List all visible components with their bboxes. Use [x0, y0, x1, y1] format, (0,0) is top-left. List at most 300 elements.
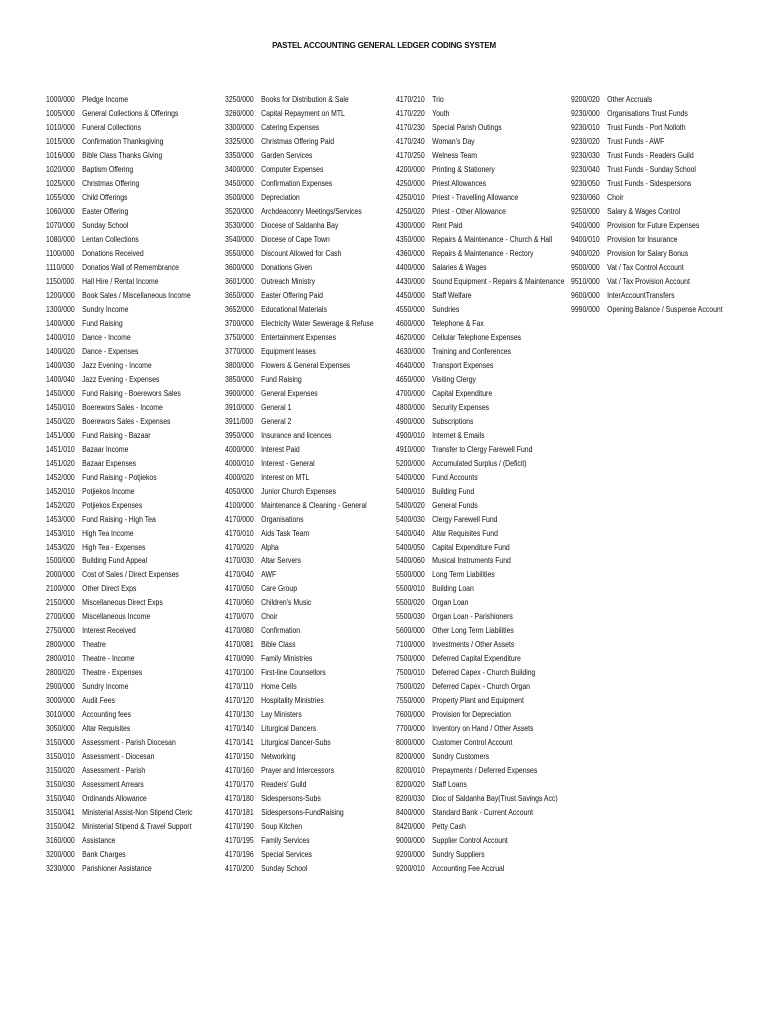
account-code: 4170/170 [225, 780, 254, 790]
account-code: 9230/050 [571, 178, 600, 188]
ledger-row [396, 149, 568, 163]
account-name: Potjiekos Income [82, 486, 135, 496]
ledger-row [46, 205, 218, 219]
account-code: 4170/220 [396, 108, 425, 118]
account-name: Confirmation Expenses [261, 178, 333, 188]
account-name: Assessment - Parish [82, 766, 146, 776]
ledger-row [225, 554, 397, 568]
account-name: Staff Welfare [432, 290, 472, 300]
ledger-row [46, 233, 218, 247]
account-name: Children's Music [261, 598, 312, 608]
account-name: Diocese of Saldanha Bay [261, 220, 339, 230]
account-code: 1452/010 [46, 486, 75, 496]
account-code: 8200/020 [396, 780, 425, 790]
ledger-row [46, 582, 218, 596]
account-name: Rent Paid [432, 220, 463, 230]
account-code: 3150/010 [46, 752, 75, 762]
ledger-row [396, 778, 568, 792]
account-name: Readers' Guild [261, 780, 307, 790]
ledger-row [225, 722, 397, 736]
account-code: 3650/000 [225, 290, 254, 300]
account-code: 1400/020 [46, 346, 75, 356]
account-name: General Funds [432, 500, 478, 510]
ledger-row [396, 233, 568, 247]
account-name: Ministerial Stipend & Travel Support [82, 822, 192, 832]
account-name: Liturgical Dancer-Subs [261, 738, 331, 748]
ledger-row [46, 121, 218, 135]
account-name: Trust Funds - Sunday School [607, 164, 696, 174]
account-name: Cost of Sales / Direct Expenses [82, 570, 179, 580]
account-name: Miscellaneous Direct Exps [82, 598, 163, 608]
ledger-row [225, 708, 397, 722]
account-name: Woman's Day [432, 136, 475, 146]
account-name: Fund Raising [261, 374, 302, 384]
account-name: Easter Offering [82, 206, 129, 216]
account-code: 1060/000 [46, 206, 75, 216]
ledger-column-1 [46, 93, 216, 876]
account-code: 3450/000 [225, 178, 254, 188]
account-code: 3200/000 [46, 850, 75, 860]
account-name: Priest - Other Allowance [432, 206, 506, 216]
ledger-row [396, 499, 568, 513]
ledger-row [225, 834, 397, 848]
account-name: General Expenses [261, 388, 318, 398]
page-title: PASTEL ACCOUNTING GENERAL LEDGER CODING SYSTEM [272, 41, 496, 50]
account-name: Repairs & Maintenance - Rectory [432, 248, 534, 258]
account-code: 4170/230 [396, 122, 425, 132]
account-code: 8420/000 [396, 822, 425, 832]
ledger-row [46, 499, 218, 513]
ledger-row [46, 513, 218, 527]
account-code: 7500/020 [396, 682, 425, 692]
account-name: Theatre - Income [82, 654, 135, 664]
ledger-row [396, 652, 568, 666]
account-name: Fund Raising - High Tea [82, 514, 156, 524]
account-code: 1451/020 [46, 458, 75, 468]
account-name: Long Term Liabilities [432, 570, 495, 580]
account-code: 4170/020 [225, 542, 254, 552]
account-name: Security Expenses [432, 402, 490, 412]
account-name: Petty Cash [432, 822, 466, 832]
ledger-row [396, 443, 568, 457]
account-name: Insurance and licences [261, 430, 332, 440]
account-code: 2150/000 [46, 598, 75, 608]
ledger-row [396, 289, 568, 303]
account-name: Supplier Control Account [432, 836, 508, 846]
account-code: 3150/030 [46, 780, 75, 790]
account-name: Fund Raising - Potjiekos [82, 472, 157, 482]
ledger-row [46, 834, 218, 848]
account-name: Subscriptions [432, 416, 474, 426]
account-name: Aids Task Team [261, 528, 310, 538]
ledger-row [396, 554, 568, 568]
account-name: Provision for Salary Bonus [607, 248, 689, 258]
account-code: 3800/000 [225, 360, 254, 370]
ledger-row [396, 401, 568, 415]
account-name: Capital Expenditure Fund [432, 542, 510, 552]
account-name: Care Group [261, 584, 298, 594]
account-name: Bazaar Income [82, 444, 129, 454]
account-code: 9600/000 [571, 290, 600, 300]
account-code: 8000/000 [396, 738, 425, 748]
ledger-row [46, 820, 218, 834]
account-code: 4170/010 [225, 528, 254, 538]
account-name: Building Loan [432, 584, 474, 594]
ledger-row [396, 848, 568, 862]
account-name: Interest Paid [261, 444, 300, 454]
account-code: 4170/250 [396, 150, 425, 160]
account-name: General 2 [261, 416, 292, 426]
account-name: Confirmation [261, 626, 301, 636]
account-name: Interest Received [82, 626, 136, 636]
ledger-row [46, 792, 218, 806]
ledger-row [46, 387, 218, 401]
account-code: 4170/180 [225, 794, 254, 804]
account-name: Interest on MTL [261, 472, 310, 482]
ledger-row [225, 862, 397, 876]
account-name: Organ Loan [432, 598, 469, 608]
account-name: Priest Allowances [432, 178, 487, 188]
ledger-row [396, 708, 568, 722]
account-code: 5400/050 [396, 542, 425, 552]
ledger-row [46, 624, 218, 638]
account-name: First-line Counsellors [261, 668, 326, 678]
account-code: 4170/200 [225, 864, 254, 874]
account-code: 4450/000 [396, 290, 425, 300]
account-code: 4170/141 [225, 738, 254, 748]
account-code: 3550/000 [225, 248, 254, 258]
account-code: 1070/000 [46, 220, 75, 230]
account-code: 4170/030 [225, 556, 254, 566]
ledger-row [225, 680, 397, 694]
account-name: Accounting fees [82, 710, 132, 720]
account-code: 2800/010 [46, 654, 75, 664]
account-name: Electricity Water Sewerage & Refuse [261, 318, 374, 328]
ledger-row [571, 93, 743, 107]
account-code: 4400/000 [396, 262, 425, 272]
account-name: Bible Class Thanks Giving [82, 150, 163, 160]
ledger-row [396, 219, 568, 233]
account-name: Bible Class [261, 640, 296, 650]
ledger-row [225, 191, 397, 205]
ledger-row [225, 750, 397, 764]
ledger-row [46, 694, 218, 708]
account-name: Alpha [261, 542, 279, 552]
ledger-row [46, 149, 218, 163]
account-name: Lentan Collections [82, 234, 139, 244]
account-code: 4360/000 [396, 248, 425, 258]
account-code: 2700/000 [46, 612, 75, 622]
ledger-row [46, 135, 218, 149]
ledger-row [225, 764, 397, 778]
account-name: Internet & Emails [432, 430, 485, 440]
ledger-row [571, 261, 743, 275]
ledger-row [46, 750, 218, 764]
ledger-row [571, 303, 743, 317]
account-code: 3400/000 [225, 164, 254, 174]
account-name: Hospitality Ministries [261, 696, 324, 706]
ledger-column-2 [225, 93, 393, 876]
account-code: 1300/000 [46, 304, 75, 314]
account-name: Book Sales / Miscellaneous Income [82, 290, 191, 300]
ledger-row [396, 638, 568, 652]
account-name: Fund Accounts [432, 472, 478, 482]
account-code: 9000/000 [396, 836, 425, 846]
ledger-row [225, 331, 397, 345]
account-code: 3750/000 [225, 332, 254, 342]
account-name: Other Accruals [607, 95, 653, 104]
account-code: 2900/000 [46, 682, 75, 692]
account-code: 9230/000 [571, 108, 600, 118]
account-name: Donations Given [261, 262, 312, 272]
account-code: 9400/010 [571, 234, 600, 244]
account-code: 7700/000 [396, 724, 425, 734]
ledger-row [225, 205, 397, 219]
ledger-row [571, 205, 743, 219]
ledger-row [396, 135, 568, 149]
ledger-row [396, 736, 568, 750]
account-code: 3350/000 [225, 150, 254, 160]
ledger-row [225, 149, 397, 163]
account-name: Transport Expenses [432, 360, 494, 370]
account-code: 1025/000 [46, 178, 75, 188]
account-code: 4170/090 [225, 654, 254, 664]
account-name: Networking [261, 752, 296, 762]
account-name: Trust Funds - Readers Guild [607, 150, 694, 160]
ledger-row [571, 289, 743, 303]
ledger-row [225, 387, 397, 401]
account-name: Other Long Term Liabilities [432, 626, 514, 636]
account-code: 4170/190 [225, 822, 254, 832]
account-name: Computer Expenses [261, 164, 324, 174]
account-code: 4170/240 [396, 136, 425, 146]
ledger-row [396, 331, 568, 345]
account-code: 4900/010 [396, 430, 425, 440]
ledger-row [225, 233, 397, 247]
account-code: 2800/020 [46, 668, 75, 678]
account-name: Capital Expenditure [432, 388, 493, 398]
ledger-row [46, 778, 218, 792]
ledger-row [225, 373, 397, 387]
ledger-row [46, 219, 218, 233]
account-name: Garden Services [261, 150, 313, 160]
ledger-column-4 [571, 93, 761, 317]
ledger-row [571, 121, 743, 135]
account-name: Salary & Wages Control [607, 206, 681, 216]
account-code: 3250/000 [225, 95, 254, 104]
account-name: Deferred Capital Expenditure [432, 654, 521, 664]
account-name: Bazaar Expenses [82, 458, 137, 468]
ledger-row [396, 163, 568, 177]
ledger-row [396, 359, 568, 373]
account-code: 7550/000 [396, 696, 425, 706]
account-code: 5400/010 [396, 486, 425, 496]
ledger-row [571, 135, 743, 149]
account-name: Training and Conferences [432, 346, 512, 356]
account-name: Provision for Future Expenses [607, 220, 700, 230]
account-name: Christmas Offering Paid [261, 136, 335, 146]
ledger-row [396, 806, 568, 820]
account-name: Prepayments / Deferred Expenses [432, 766, 538, 776]
account-code: 4640/000 [396, 360, 425, 370]
account-name: Sundries [432, 304, 460, 314]
account-name: Soup Kitchen [261, 822, 303, 832]
account-name: Printing & Stationery [432, 164, 495, 174]
ledger-row [46, 359, 218, 373]
account-code: 1451/000 [46, 430, 75, 440]
account-code: 7500/010 [396, 668, 425, 678]
ledger-row [46, 93, 218, 107]
ledger-row [396, 247, 568, 261]
account-code: 7100/000 [396, 640, 425, 650]
account-name: Sidespersons-FundRaising [261, 808, 344, 818]
account-name: Dioc of Saldanha Bay(Trust Savings Acc) [432, 794, 558, 804]
account-name: Ordinands Allowance [82, 794, 147, 804]
account-name: Property Plant and Equipment [432, 696, 524, 706]
account-name: Trust Funds - Port Nolloth [607, 122, 686, 132]
ledger-row [396, 862, 568, 876]
ledger-row [46, 666, 218, 680]
account-code: 1453/020 [46, 542, 75, 552]
ledger-row [46, 764, 218, 778]
account-code: 8200/010 [396, 766, 425, 776]
account-code: 3700/000 [225, 318, 254, 328]
account-name: Dance - Income [82, 332, 131, 342]
ledger-row [225, 820, 397, 834]
account-name: Fund Raising - Bazaar [82, 430, 151, 440]
ledger-row [46, 708, 218, 722]
ledger-row [396, 834, 568, 848]
ledger-row [225, 666, 397, 680]
account-code: 1015/000 [46, 136, 75, 146]
ledger-row [396, 177, 568, 191]
ledger-row [396, 317, 568, 331]
account-name: Donations Received [82, 248, 144, 258]
ledger-row [225, 359, 397, 373]
account-code: 3325/000 [225, 136, 254, 146]
account-code: 1453/010 [46, 528, 75, 538]
account-name: Educational Materials [261, 304, 327, 314]
ledger-column-3 [396, 93, 568, 876]
ledger-row [225, 596, 397, 610]
account-name: Hall Hire / Rental Income [82, 276, 159, 286]
ledger-row [225, 163, 397, 177]
account-code: 5500/030 [396, 612, 425, 622]
account-name: Outreach Ministry [261, 276, 316, 286]
account-name: Telephone & Fax [432, 318, 484, 328]
account-code: 3911/000 [225, 416, 254, 426]
ledger-row [46, 415, 218, 429]
account-name: Capital Repayment on MTL [261, 108, 345, 118]
ledger-row [225, 624, 397, 638]
account-name: Accumulated Surplus / (Deficit) [432, 458, 527, 468]
ledger-row [225, 303, 397, 317]
account-name: InterAccountTransfers [607, 290, 675, 300]
ledger-row [396, 373, 568, 387]
ledger-row [396, 680, 568, 694]
account-code: 4800/000 [396, 402, 425, 412]
account-code: 3900/000 [225, 388, 254, 398]
account-code: 4250/010 [396, 192, 425, 202]
ledger-row [225, 806, 397, 820]
ledger-row [46, 638, 218, 652]
account-name: Baptism Offering [82, 164, 134, 174]
account-code: 4170/100 [225, 668, 254, 678]
account-name: Sidespersons-Subs [261, 794, 321, 804]
ledger-row [46, 303, 218, 317]
account-code: 8400/000 [396, 808, 425, 818]
account-name: Vat / Tax Provision Account [607, 276, 690, 286]
account-code: 3652/000 [225, 304, 254, 314]
account-code: 4100/000 [225, 500, 254, 510]
account-code: 3300/000 [225, 122, 254, 132]
account-code: 4250/020 [396, 206, 425, 216]
account-code: 4200/000 [396, 164, 425, 174]
account-name: General Collections & Offerings [82, 108, 179, 118]
account-code: 2100/000 [46, 584, 75, 594]
account-code: 4170/000 [225, 514, 254, 524]
ledger-row [46, 107, 218, 121]
account-name: Altar Requisites [82, 724, 131, 734]
account-name: Catering Expenses [261, 122, 320, 132]
ledger-row [225, 443, 397, 457]
ledger-row [225, 247, 397, 261]
account-code: 9230/020 [571, 136, 600, 146]
ledger-row [225, 513, 397, 527]
account-code: 1010/000 [46, 122, 75, 132]
ledger-row [225, 219, 397, 233]
account-name: Choir [261, 612, 278, 622]
ledger-row [225, 121, 397, 135]
account-code: 3530/000 [225, 220, 254, 230]
account-code: 4170/196 [225, 850, 254, 860]
account-code: 3260/000 [225, 108, 254, 118]
ledger-row [396, 387, 568, 401]
ledger-row [46, 191, 218, 205]
ledger-row [46, 373, 218, 387]
account-name: Assessment Arrears [82, 780, 144, 790]
account-code: 9200/020 [571, 95, 600, 104]
ledger-row [396, 513, 568, 527]
account-name: Sundry Customers [432, 752, 490, 762]
account-code: 3150/041 [46, 808, 75, 818]
account-name: Customer Control Account [432, 738, 513, 748]
account-name: Priest - Travelling Allowance [432, 192, 519, 202]
account-name: Archdeaconry Meetings/Services [261, 206, 362, 216]
ledger-row [46, 722, 218, 736]
account-name: Standard Bank - Current Account [432, 808, 534, 818]
account-code: 1400/030 [46, 360, 75, 370]
ledger-row [225, 652, 397, 666]
ledger-row [46, 652, 218, 666]
account-name: Theatre - Expenses [82, 668, 143, 678]
ledger-row [225, 457, 397, 471]
ledger-row [396, 750, 568, 764]
account-code: 4170/140 [225, 724, 254, 734]
ledger-row [46, 457, 218, 471]
ledger-row [396, 107, 568, 121]
account-code: 4170/110 [225, 682, 254, 692]
account-code: 3050/000 [46, 724, 75, 734]
account-name: Boerewors Sales - Expenses [82, 416, 171, 426]
account-code: 1400/040 [46, 374, 75, 384]
account-name: Books for Distribution & Sale [261, 95, 349, 104]
account-code: 4430/000 [396, 276, 425, 286]
account-code: 9250/000 [571, 206, 600, 216]
ledger-row [46, 247, 218, 261]
account-name: AWF [261, 570, 277, 580]
ledger-row [46, 541, 218, 555]
